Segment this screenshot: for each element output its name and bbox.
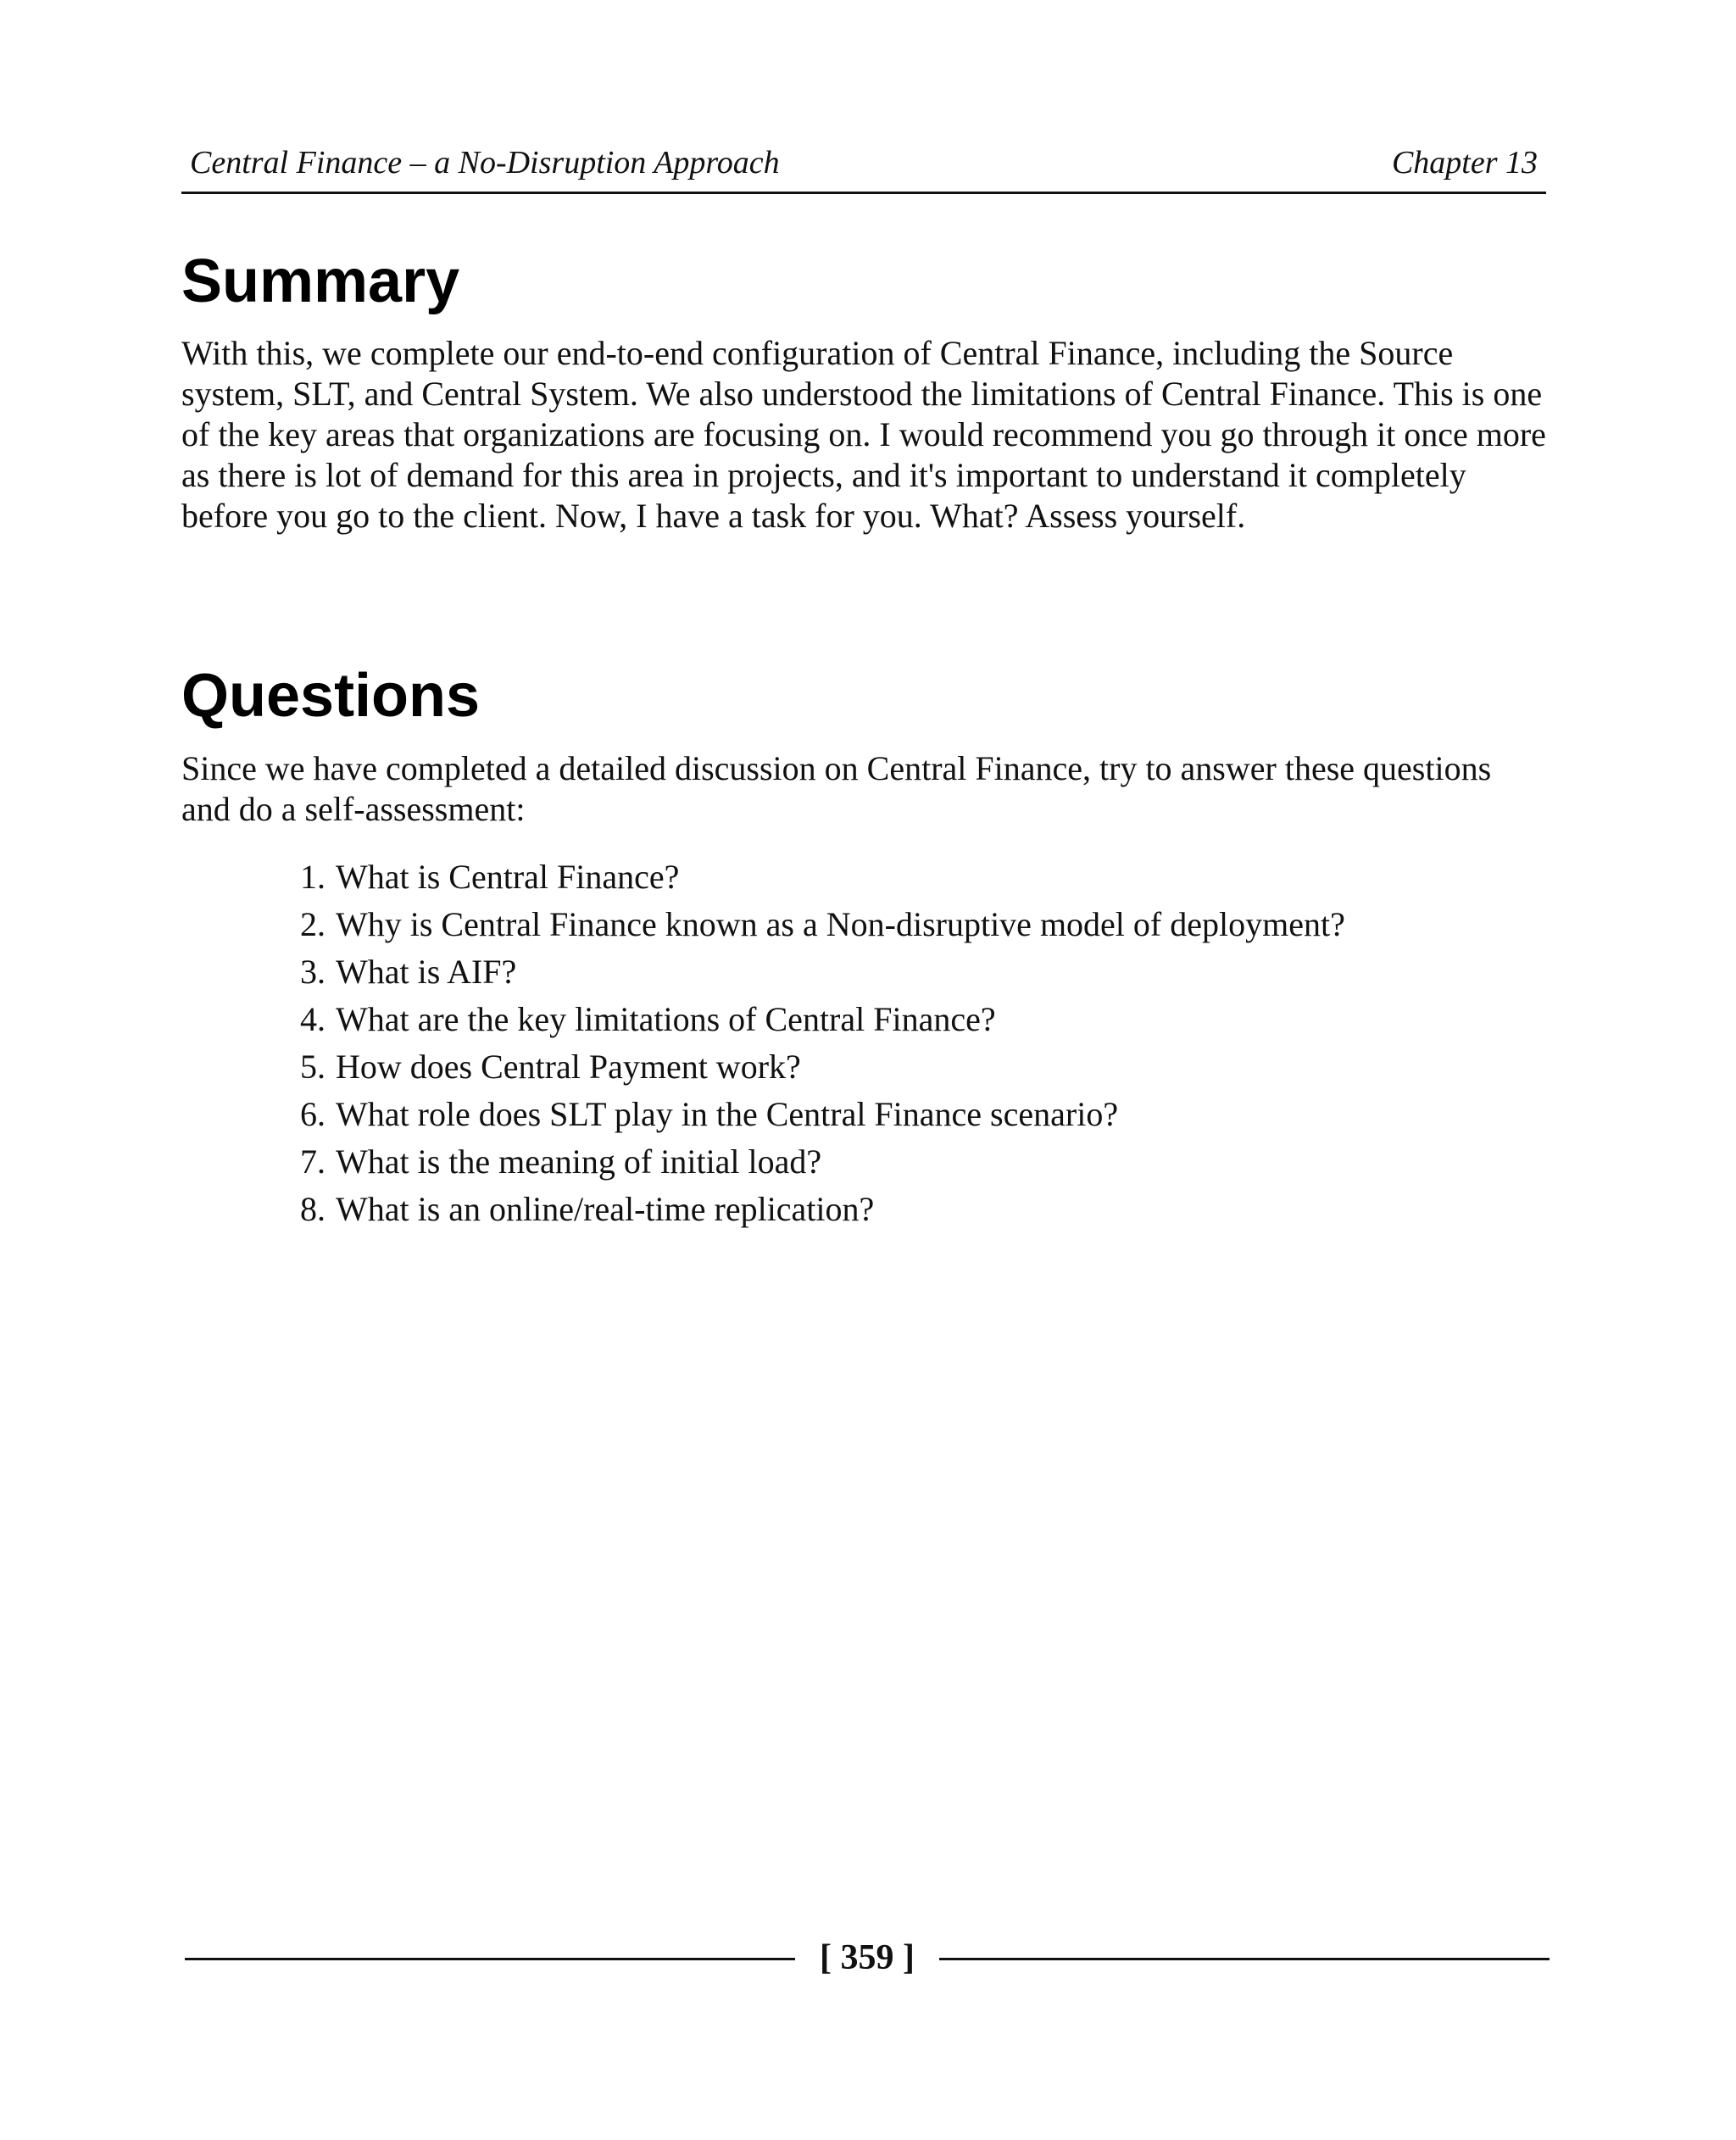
list-item xyxy=(280,948,1551,996)
list-item xyxy=(280,1186,1551,1233)
running-header-title: Central Finance – a No-Disruption Approach xyxy=(190,145,780,181)
list-item-number: 3. xyxy=(300,953,326,991)
list-item xyxy=(280,996,1551,1043)
list-item xyxy=(280,1043,1551,1091)
list-item-text: How does Central Payment work? xyxy=(336,1048,801,1086)
list-item xyxy=(280,1091,1551,1138)
list-item-number: 1. xyxy=(300,858,326,896)
list-item-text: What is AIF? xyxy=(336,953,517,991)
list-item-text: What is the meaning of initial load? xyxy=(336,1142,822,1181)
summary-paragraph: With this, we complete our end-to-end configuration of Central Finance, including the Source system, SLT, and Central System. We also understood the limitations of Central Finance. This is one of the key areas that organizations are focusing on. I would recommend you go through it once more as there is lot of demand for this area in projects, and it's important to understand it completely before you go to the client. Now, I have a task for you. What? Assess yourself. xyxy=(181,334,1546,535)
running-header-chapter: Chapter 13 xyxy=(1391,145,1538,181)
list-item-number: 6. xyxy=(300,1095,326,1133)
list-item xyxy=(280,901,1551,948)
list-item-text: What is Central Finance? xyxy=(336,858,680,896)
footer-rule-right xyxy=(939,1958,1550,1960)
list-item-text: What role does SLT play in the Central Finance scenario? xyxy=(336,1095,1119,1133)
list-item-text: Why is Central Finance known as a Non-disruptive model of deployment? xyxy=(336,905,1345,943)
summary-heading: Summary xyxy=(181,247,460,315)
questions-intro-paragraph: Since we have completed a detailed discussion on Central Finance, try to answer these questions and do a self-assessment: xyxy=(181,749,1492,828)
list-item xyxy=(280,853,1551,901)
list-item-number: 2. xyxy=(300,905,326,943)
running-header xyxy=(181,144,1546,194)
list-item xyxy=(280,1138,1551,1186)
list-item-number: 5. xyxy=(300,1048,326,1086)
page-footer xyxy=(185,1932,1550,1983)
list-item-number: 8. xyxy=(300,1190,326,1228)
list-item-text: What is an online/real-time replication? xyxy=(336,1190,875,1228)
questions-heading: Questions xyxy=(181,662,481,730)
list-item-text: What are the key limitations of Central Finance? xyxy=(336,1000,996,1038)
question-list xyxy=(280,853,1551,1233)
page-number: [ 359 ] xyxy=(820,1938,915,1977)
list-item-number: 4. xyxy=(300,1000,326,1038)
list-item-number: 7. xyxy=(300,1142,326,1181)
